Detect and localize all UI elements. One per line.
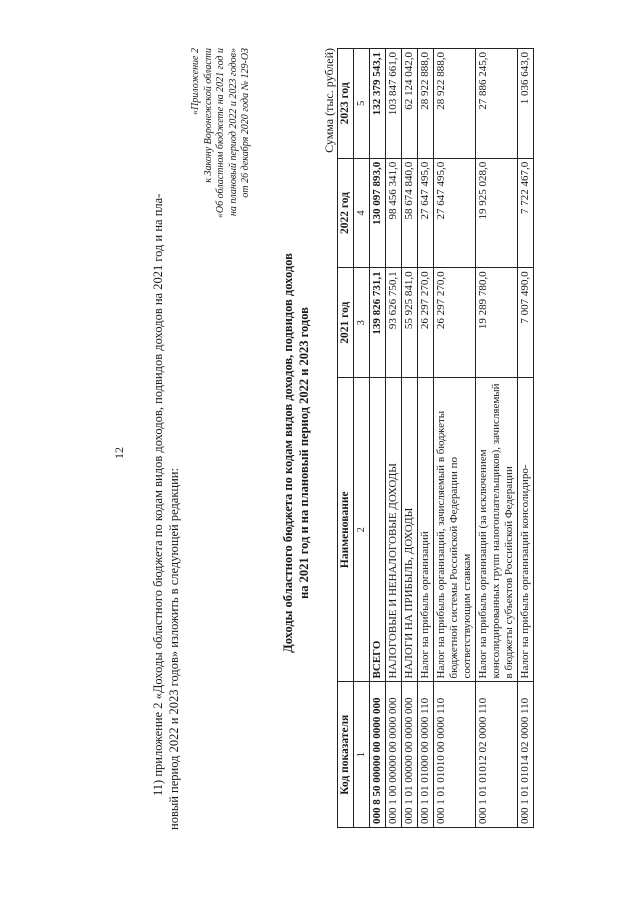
cell-name: Налог на прибыль организаций консолидиро- — [518, 378, 534, 682]
revenue-table — [337, 48, 534, 828]
cell-name: ВСЕГО — [370, 378, 386, 682]
title-line-1: Доходы областного бюджета по кодам видов доходов, подвидов доходов — [281, 253, 295, 653]
table-row — [418, 49, 434, 828]
cell-2022: 27 647 495,0 — [418, 158, 434, 268]
cell-2022: 58 674 840,0 — [402, 158, 418, 268]
col-number: 5 — [354, 49, 370, 159]
header-name: Наименование — [338, 378, 354, 682]
appendix-line-4: на плановый период 2022 и 2023 годов» — [227, 48, 239, 217]
appendix-line-1: «Приложение 2 — [190, 48, 201, 115]
cell-name: НАЛОГИ НА ПРИБЫЛЬ, ДОХОДЫ — [402, 378, 418, 682]
appendix-line-5: от 26 декабря 2020 года № 129-ОЗ — [240, 48, 251, 198]
cell-2022: 19 925 028,0 — [476, 158, 518, 268]
cell-2023: 28 922 888,0 — [434, 49, 476, 159]
cell-2022: 7 722 467,0 — [518, 158, 534, 268]
appendix-note — [190, 48, 253, 348]
col-number: 3 — [354, 268, 370, 378]
table-header-row — [338, 49, 354, 828]
cell-2023: 27 886 245,0 — [476, 49, 518, 159]
table-row — [518, 49, 534, 828]
cell-2023: 132 379 543,1 — [370, 49, 386, 159]
cell-2021: 93 626 750,1 — [386, 268, 402, 378]
col-number: 2 — [354, 378, 370, 682]
title-line-2: на 2021 год и на плановый период 2022 и 2023 годов — [297, 307, 311, 599]
cell-code: 000 1 01 01014 02 0000 110 — [518, 682, 534, 828]
table-body — [370, 49, 534, 828]
intro-line-1: 11) приложение 2 «Доходы областного бюджета по кодам видов доходов, подвидов доходов на 2021 год и на пла- — [151, 193, 165, 796]
intro-paragraph — [150, 60, 182, 830]
column-number-row — [354, 49, 370, 828]
page-number: 12 — [112, 447, 126, 459]
cell-2021: 26 297 270,0 — [434, 268, 476, 378]
cell-code: 000 1 00 00000 00 0000 000 — [386, 682, 402, 828]
table-row — [402, 49, 418, 828]
cell-code: 000 8 50 00000 00 0000 000 — [370, 682, 386, 828]
cell-code: 000 1 01 00000 00 0000 000 — [402, 682, 418, 828]
header-2021: 2021 год — [338, 268, 354, 378]
cell-2023: 103 847 661,0 — [386, 49, 402, 159]
cell-2021: 7 007 490,0 — [518, 268, 534, 378]
cell-2022: 27 647 495,0 — [434, 158, 476, 268]
cell-2022: 130 097 893,0 — [370, 158, 386, 268]
header-code: Код показателя — [338, 682, 354, 828]
cell-2023: 1 036 643,0 — [518, 49, 534, 159]
cell-name: Налог на прибыль организаций (за исключением консолидированных групп налогоплательщиков), зачисляемый в бюджеты субъектов Российской Федерации — [476, 378, 518, 682]
table-row — [434, 49, 476, 828]
appendix-line-2: к Закону Воронежской области — [202, 48, 214, 183]
cell-2021: 26 297 270,0 — [418, 268, 434, 378]
intro-line-2: новый период 2022 и 2023 годов» изложить в следующей редакции: — [167, 468, 181, 830]
cell-2022: 98 456 341,0 — [386, 158, 402, 268]
cell-name: НАЛОГОВЫЕ И НЕНАЛОГОВЫЕ ДОХОДЫ — [386, 378, 402, 682]
appendix-line-3: «Об областном бюджете на 2021 год и — [215, 48, 226, 219]
cell-2023: 28 922 888,0 — [418, 49, 434, 159]
cell-2021: 139 826 731,1 — [370, 268, 386, 378]
cell-2021: 55 925 841,0 — [402, 268, 418, 378]
cell-name: Налог на прибыль организаций, зачисляемый в бюджеты бюджетной системы Российской Федерации по соответствующим ставкам — [434, 378, 476, 682]
cell-code: 000 1 01 01000 00 0000 110 — [418, 682, 434, 828]
rotated-content — [40, 18, 600, 888]
cell-code: 000 1 01 01010 00 0000 110 — [434, 682, 476, 828]
units-label: Сумма (тыс. рублей) — [322, 48, 336, 153]
table-row — [386, 49, 402, 828]
document-title — [280, 18, 312, 888]
table-row — [370, 49, 386, 828]
col-number: 4 — [354, 158, 370, 268]
cell-2023: 62 124 042,0 — [402, 49, 418, 159]
col-number: 1 — [354, 682, 370, 828]
table-row — [476, 49, 518, 828]
cell-name: Налог на прибыль организаций — [418, 378, 434, 682]
cell-code: 000 1 01 01012 02 0000 110 — [476, 682, 518, 828]
header-2022: 2022 год — [338, 158, 354, 268]
cell-2021: 19 289 780,0 — [476, 268, 518, 378]
header-2023: 2023 год — [338, 49, 354, 159]
